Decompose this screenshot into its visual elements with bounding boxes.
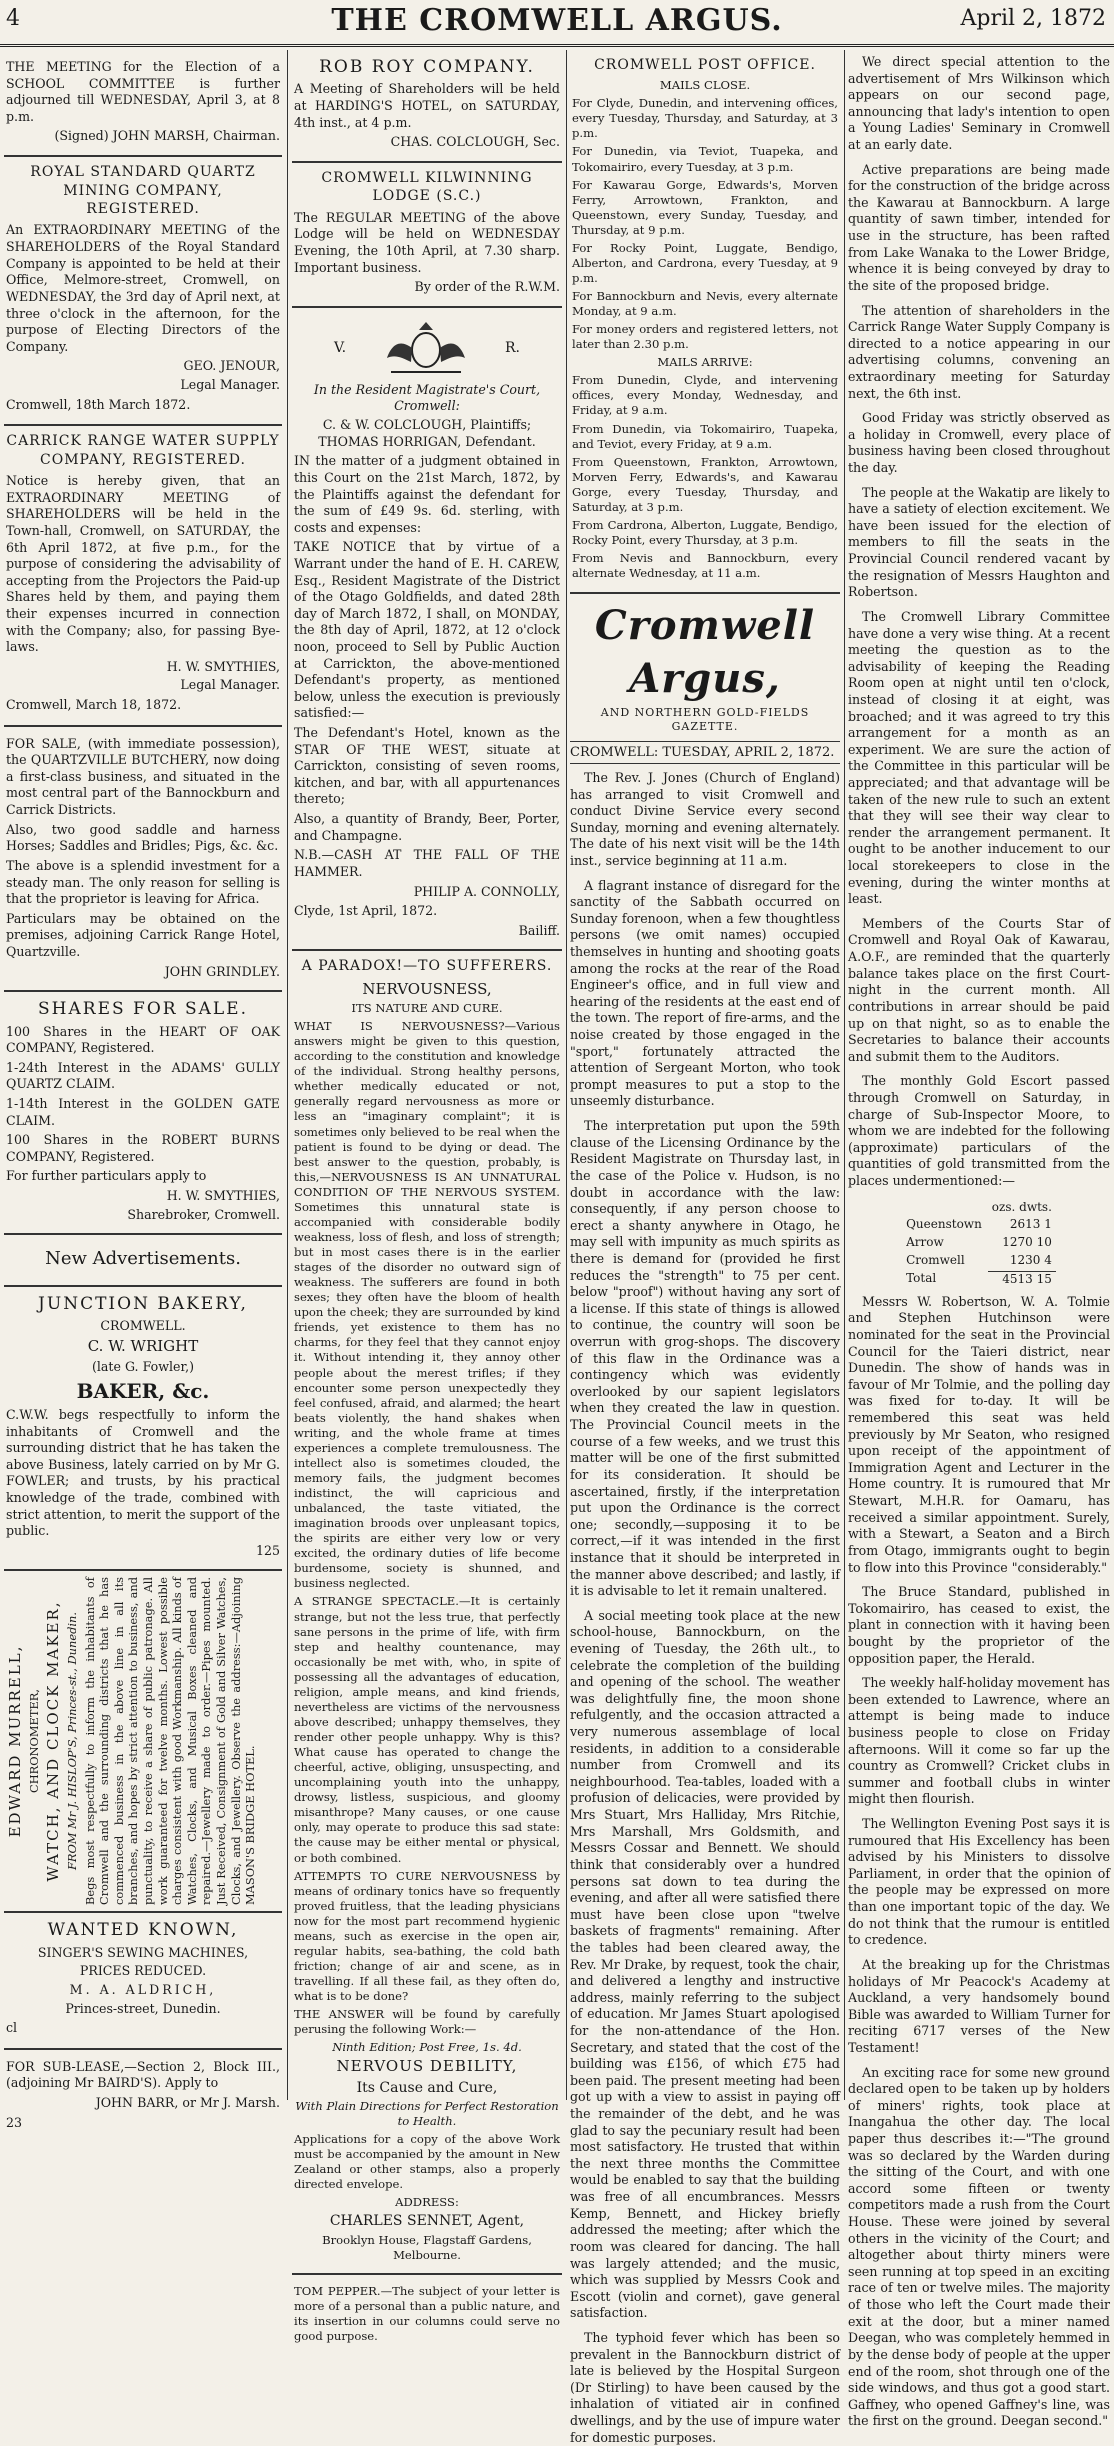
news-item: The monthly Gold Escort passed through Cromwell on Saturday, in charge of Sub-Inspector Moore, to whom we are indebted for the following (approximate) particulars of the quantities of gold transmitted from the places undermentioned:— bbox=[848, 1073, 1110, 1188]
mails-arrive-heading: MAILS ARRIVE: bbox=[657, 355, 753, 370]
notice-signature-role: Sharebroker, Cromwell. bbox=[127, 1206, 280, 1222]
ad-address: Brooklyn House, Flagstaff Gardens, Melbourne. bbox=[322, 2232, 532, 2262]
editor-note: TOM PEPPER.—The subject of your letter is more of a personal than a public nature, and its insertion in our columns could serve no good purpose. bbox=[294, 2283, 560, 2343]
singer-machines-ad bbox=[4, 1913, 282, 2049]
butchery-for-sale bbox=[4, 727, 282, 993]
ad-para: WHAT IS NERVOUSNESS?—Various answers might be given to this question, according to the constitution and knowledge of the individual. Strong healthy persons, whether medically educated or not, generally regard nervousness as more or less an "imaginary complaint"; it is sometimes only believed to be real when the patient is found to be dying or dead. The best answer to the question, probably, is this,—NERVOUSNESS IS AN UNNATURAL CONDITION OF THE NERVOUS SYSTEM. Sometimes this unnatural state is accompanied with considerable bodily weakness, loss of flesh, and loss of strength; but in most cases there is in the earlier stages of the disorder no outward sign of weakness. The sufferers are found in both sexes; they often have the bloom of health upon the cheek; they are surrounded by kind friends, yet existence to them has no charms, for they feel that they cannot enjoy it. Without intending it, they annoy other people about the merest trifles; if they encounter some person unexpectedly they feel confused, afraid, and alarmed; the heart beats violently, the hand shakes when writing, and the whole frame at times experiences a complete tremulousness. The intellect also is sometimes clouded, the memory fails, the judgment becomes indistinct, the will capricious and unbalanced, the taste vitiated, the imagination broods over unpleasant topics, the spirits are either very low or very excited, the ordinary duties of life become burdensome, society is shunned, and business neglected. bbox=[294, 1019, 560, 1591]
royal-cipher-r: R. bbox=[505, 339, 521, 356]
mail-line: For Dunedin, via Teviot, Tuapeka, and Tokomairiro, every Tuesday, at 3 p.m. bbox=[572, 144, 838, 174]
shares-for-sale bbox=[4, 992, 282, 1235]
column-1 bbox=[4, 50, 282, 2130]
notice-para: Also, two good saddle and harness Horses; Saddles and Bridles; Pigs, &c. &c. bbox=[6, 821, 280, 854]
notice-date: Cromwell, March 18, 1872. bbox=[6, 697, 182, 713]
newspaper-title: THE CROMWELL ARGUS. bbox=[331, 3, 783, 38]
notice-heading: CROMWELL KILWINNING LODGE (S.C.) bbox=[321, 169, 533, 205]
ad-place: CROMWELL. bbox=[100, 1318, 186, 1334]
issue-date: April 2, 1872 bbox=[960, 6, 1106, 31]
court-title: In the Resident Magistrate's Court, Cromwell: bbox=[313, 381, 541, 414]
table-total-label: Total bbox=[906, 1271, 937, 1286]
notice-para: TAKE NOTICE that by virtue of a Warrant under the hand of E. H. CAREW, Esq., Resident Magistrate of the District of the Otago Goldfields, and dated 28th day of March 1872, I shall, on MONDAY, the 8th day of April, 1872, at 12 o'clock noon, proceed to Sell by Public Auction at Carrickton, the above-mentioned Defendant's property, as mentioned below, unless the execution is previously satisfied:— bbox=[294, 539, 560, 721]
ad-body: FOR SUB-LEASE,—Section 2, Block III., (adjoining Mr BAIRD'S). Apply to bbox=[6, 2058, 280, 2091]
notice-signature-role: Bailiff. bbox=[518, 922, 560, 938]
royal-crest-icon bbox=[381, 318, 471, 378]
news-item: The Wellington Evening Post says it is rumoured that His Excellency has been advised by his Ministers to dissolve Parliament, in order that the opinion of the people may be expressed on more than one important topic of the day. We do not think that the rumour is entitled to credence. bbox=[848, 1816, 1110, 1948]
notice-para: IN the matter of a judgment obtained in this Court on the 21st March, 1872, by the Plaintiffs against the defendant for the sum of £49 9s. 6d. sterling, with costs and expenses: bbox=[294, 453, 560, 535]
share-item: 100 Shares in the ROBERT BURNS COMPANY, Registered. bbox=[6, 1132, 280, 1164]
share-item: 1-24th Interest in the ADAMS' GULLY QUARTZ CLAIM. bbox=[6, 1059, 280, 1092]
royal-cipher-v: V. bbox=[333, 339, 347, 356]
rob-roy-notice bbox=[292, 50, 562, 163]
banner-name: Cromwell Argus, bbox=[594, 602, 816, 702]
news-item: An exciting race for some new ground declared open to be taken up by holders of miners' rights, took place at Inangahua the other day. The local paper thus describes it:—"The ground was so declared by the Warden during the sitting of the Court, and with one accord some fifteen or twenty competitors made a rush from the Court House. These were joined by several others in the vicinity of the Court; and altogether about thirty miners were seen running at top speed in an exciting race of ten or twelve miles. The majority of those who left the Court made their exit at the door, but a miner named Deegan, who was completely hemmed in by the dense body of people at the upper end of the room, shot through one of the side windows, and thus got a good start. Gaffney, who opened Gaffney's line, was the first on the ground. Deegan second." bbox=[848, 2064, 1110, 2429]
royal-standard-notice bbox=[4, 157, 282, 426]
notice-signature-role: Legal Manager. bbox=[180, 677, 280, 693]
notice-body: Notice is hereby given, that an EXTRAORDINARY MEETING of SHAREHOLDERS will be held in the Town-hall, Cromwell, on SATURDAY, the 6th April 1872, at five p.m., for the purpose of considering the advisability of accepting from the Projectors the Paid-up Shares held by them, and paying them their expenses incurred in connection with the Company; also, for passing Bye-laws. bbox=[6, 473, 280, 655]
mail-line: For Rocky Point, Luggate, Bendigo, Alberton, and Cardrona, every Tuesday, at 9 p.m. bbox=[572, 240, 838, 285]
nervousness-ad bbox=[292, 951, 562, 2274]
table-cell: 1270 10 bbox=[1002, 1235, 1052, 1250]
editorial-banner bbox=[570, 594, 840, 737]
ad-para: ATTEMPTS TO CURE NERVOUSNESS by means of ordinary tonics have so frequently proved fruitless, that the leading physicians now for the most part recommend hygienic means, such as exercise in the open air, regular habits, sea-bathing, the cold bath friction; change of air and scene, as in travelling. If all these fail, as they often do, what is to be done? bbox=[294, 1868, 560, 2004]
table-cell: 2613 1 bbox=[1009, 1217, 1052, 1232]
kilwinning-lodge-notice bbox=[292, 163, 562, 308]
notice-heading: SHARES FOR SALE. bbox=[38, 999, 248, 1020]
notice-signature: H. W. SMYTHIES, bbox=[166, 1188, 280, 1204]
news-item: We direct special attention to the advertisement of Mrs Wilkinson which appears on our second page, announcing that lady's intention to open a Young Ladies' Seminary in Cromwell at an early date. bbox=[848, 54, 1110, 153]
carrick-range-notice bbox=[4, 426, 282, 726]
ad-body: C.W.W. begs respectfully to inform the inhabitants of Cromwell and the surrounding district that he has taken the above Business, lately carried on by Mr G. FOWLER; and trusts, by his practical knowledge of the trade, combined with strict attention, to merit the support of the public. bbox=[6, 1406, 280, 1539]
new-advertisements-heading-block bbox=[4, 1235, 282, 1287]
ad-book-subtitle: Its Cause and Cure, bbox=[356, 2079, 498, 2096]
ad-from: FROM Mr J. HISLOP'S, Princes-st., Dunedin. bbox=[64, 1612, 79, 1871]
court-sale-notice bbox=[292, 308, 562, 952]
ad-heading: WANTED KNOWN, bbox=[47, 1920, 239, 1941]
table-cell: Queenstown bbox=[906, 1217, 982, 1232]
notice-para: The Defendant's Hotel, known as the STAR OF THE WEST, situate at Carrickton, consisting of seven rooms, kitchen, and bar, with all appurtenances thereto; bbox=[294, 725, 560, 807]
notice-signature: CHAS. COLCLOUGH, Sec. bbox=[390, 134, 560, 150]
notice-heading: CARRICK RANGE WATER SUPPLY COMPANY, REGISTERED. bbox=[6, 433, 280, 468]
ad-number: cl bbox=[6, 2020, 18, 2036]
notice-para: N.B.—CASH AT THE FALL OF THE HAMMER. bbox=[294, 847, 560, 879]
ad-signature: JOHN BARR, or Mr J. Marsh. bbox=[95, 2095, 280, 2111]
news-item: Good Friday was strictly observed as a holiday in Cromwell, every place of business having been closed throughout the day. bbox=[848, 410, 1110, 476]
notice-para: The above is a splendid investment for a steady man. The only reason for selling is that the proprietor is leaving for Africa. bbox=[6, 857, 280, 907]
news-item: At the breaking up for the Christmas holidays of Mr Peacock's Academy at Auckland, a very handsomely bound Bible was awarded to William Turner for reciting 6717 verses of the New Testament! bbox=[848, 1956, 1110, 2055]
ad-heading-2: WATCH, AND CLOCK MAKER, bbox=[43, 1600, 62, 1882]
ad-line: PRICES REDUCED. bbox=[79, 1963, 207, 1979]
notice-signature: GEO. JENOUR, bbox=[183, 358, 280, 374]
editorial-dateline: CROMWELL: TUESDAY, APRIL 2, 1872. bbox=[570, 741, 840, 764]
table-row bbox=[902, 1217, 1056, 1233]
notice-signature: (Signed) JOHN MARSH, Chairman. bbox=[54, 128, 280, 144]
notice-heading: ROB ROY COMPANY. bbox=[319, 57, 535, 77]
table-row bbox=[902, 1271, 1056, 1288]
news-item: Messrs W. Robertson, W. A. Tolmie and Stephen Hutchinson were nominated for the seat in the Provincial Council for the Taieri district, near Dunedin. The show of hands was in favour of Mr Tolmie, and the polling day was fixed for to-day. It will be remembered this seat was held previously by Mr Seaton, who resigned upon receipt of the appointment of Immigration Agent and Lecturer in the Home country. It is rumoured that Mr Stewart, M.H.R. for Oamaru, has received a similar appointment. Surely, with a Stewart, a Seaton and a Birch from Otago, immigrants ought to begin to flow into this Province "considerably." bbox=[848, 1293, 1110, 1575]
table-cell: 1230 4 bbox=[1009, 1253, 1052, 1268]
ad-heading: EDWARD MURRELL, bbox=[6, 1644, 24, 1838]
gold-escort-table bbox=[900, 1198, 1058, 1290]
ad-book-tagline: With Plain Directions for Perfect Restoration to Health. bbox=[295, 2099, 559, 2129]
ad-line: SINGER'S SEWING MACHINES, bbox=[37, 1944, 249, 1960]
table-total: 4513 15 bbox=[988, 1271, 1056, 1288]
news-item: Active preparations are being made for the construction of the bridge across the Kawarau at Bannockburn. A large quantity of sawn timber, intended for use in the structure, has been rafted from Lake Wanaka to the Lower Bridge, whence it is being conveyed by dray to the site of the proposed bridge. bbox=[848, 161, 1110, 293]
mail-line: For money orders and registered letters, not later than 2.30 p.m. bbox=[572, 322, 838, 352]
notice-para: Particulars may be obtained on the premises, adjoining Carrick Range Hotel, Quartzville. bbox=[6, 910, 280, 959]
news-item: Members of the Courts Star of Cromwell and Royal Oak of Kawarau, A.O.F., are reminded that the quarterly balance takes place on the first Court-night in the current month. All contributions in arrear should be paid up on that night, so as to enable the Secretaries to balance their accounts and submit them to the Auditors. bbox=[848, 915, 1110, 1064]
column-rule bbox=[287, 50, 288, 2100]
news-item: The Rev. J. Jones (Church of England) has arranged to visit Cromwell and conduct Divine Service every second Sunday, morning and evening alternately. The date of his next visit will be the 14th inst., service beginning at 11 a.m. bbox=[570, 769, 840, 868]
ad-number: 125 bbox=[255, 1542, 280, 1558]
notice-body: A Meeting of Shareholders will be held at HARDING'S HOTEL, on SATURDAY, 4th inst., at 4 p.m. bbox=[294, 81, 560, 130]
junction-bakery-ad bbox=[4, 1287, 282, 1571]
table-header: ozs. dwts. bbox=[991, 1199, 1052, 1214]
notice-place: Clyde, 1st April, 1872. bbox=[294, 903, 438, 919]
banner-subtitle: AND NORTHERN GOLD-FIELDS GAZETTE. bbox=[600, 705, 810, 734]
notice-signature: JOHN GRINDLEY. bbox=[164, 963, 280, 979]
notice-signature: By order of the R.W.M. bbox=[414, 279, 560, 295]
ad-trade: BAKER, &c. bbox=[76, 1378, 210, 1403]
share-item: 100 Shares in the HEART OF OAK COMPANY, Registered. bbox=[6, 1023, 280, 1056]
notice-heading: ROYAL STANDARD QUARTZ MINING COMPANY, REGISTERED. bbox=[30, 164, 256, 217]
ad-address-heading: ADDRESS: bbox=[395, 2195, 459, 2210]
notice-para: For further particulars apply to bbox=[6, 1168, 207, 1184]
ad-heading: JUNCTION BAKERY, bbox=[38, 1294, 248, 1315]
ad-body: Begs most respectfully to inform the inhabitants of Cromwell and the surrounding districts that he has commenced business in the above line in all its branches, and hopes by strict attention to business, and punctuality, to receive a share of public patronage. All work guaranteed for twelve months. Lowest possible charges consistent with good Workmanship. All kinds of Watches, Clocks, and Musical Boxes cleaned and repaired.—Jewellery made to order.—Pipes mounted. Just Received, Consignment of Gold and Silver Watches, Clocks, and Jewellery. Observe the address:—Adjoining MASON'S BRIDGE HOTEL. bbox=[82, 1577, 258, 1906]
mail-line: From Dunedin, Clyde, and intervening offices, every Monday, Wednesday, and Friday, at 9 a.m. bbox=[572, 373, 838, 418]
ad-heading: A PARADOX!—TO SUFFERERS. bbox=[301, 958, 553, 975]
ad-para: A STRANGE SPECTACLE.—It is certainly strange, but not the less true, that perfectly sane persons in the prime of life, with firm step and healthy countenance, may occasionally be met with, who, in spite of possessing all the advantages of education, religion, ample means, and kind friends, nevertheless are victims of the nervousness above described; unhappy themselves, they render other people unhappy. Why is this? What cause has operated to change the cheerful, active, obliging, unsuspecting, and uncomplaining youth into the unhappy, drowsy, listless, suspicious, and gloomy misanthrope? Many causes, or one cause only, may operate to produce this sad state: the cause may be either mental or physical, or both combined. bbox=[294, 1594, 560, 1865]
notice-body: THE MEETING for the Election of a SCHOOL COMMITTEE is further adjourned till WEDNESDAY, April 3, at 8 p.m. bbox=[6, 59, 280, 124]
ad-late: (late G. Fowler,) bbox=[91, 1358, 195, 1374]
notice-date: Cromwell, 18th March 1872. bbox=[6, 396, 191, 412]
tom-pepper-note bbox=[292, 2275, 562, 2355]
ad-edition: Ninth Edition; Post Free, 1s. 4d. bbox=[332, 2040, 522, 2055]
mail-line: From Dunedin, via Tokomairiro, Tuapeka, and Teviot, every Friday, at 9 a.m. bbox=[572, 421, 838, 451]
news-item: A social meeting took place at the new school-house, Bannockburn, on the evening of Tuesday, the 26th ult., to celebrate the completion of the building and opening of the school. The weather was delightfully fine, the moon shone refulgently, and the occasion attracted a very numerous assemblage of local residents, in addition to a considerable number from Cromwell and its neighbourhood. Tea-tables, loaded with a profusion of delicacies, were provided by Mrs Stuart, Mrs Halliday, Mrs Ritchie, Mrs Marshall, Mrs Goldsmith, and Messrs Cossar and Bennett. We should think that considerably over a hundred persons sat down to tea during the evening, and after all were satisfied there must have been close upon "twelve baskets of fragments" remaining. After the tables had been cleared away, the Rev. Mr Drake, by request, took the chair, and delivered a lengthy and instructive address, mainly referring to the subject of education. Mr James Stuart apologised for the non-attendance of the Hon. Secretary, and stated that the cost of the building was £156, of which £75 had been paid. The present meeting had been got up with a view to assist in paying off the remainder of the debt, and he was glad to say the pecuniary result had been most satisfactory. He trusted that within the next three months the Committee would be enabled to say that the building was free of all encumbrances. Messrs Kemp, Bennett, and Hickey briefly addressed the meeting; after which the room was cleared for dancing. The hall was largely attended; and the music, which was supplied by Messrs Cook and Escott (violin and cornet), gave general satisfaction. bbox=[570, 1607, 840, 2321]
ad-name: M. A. ALDRICH, bbox=[69, 1982, 217, 1998]
share-item: 1-14th Interest in the GOLDEN GATE CLAIM. bbox=[6, 1096, 280, 1128]
table-row bbox=[902, 1200, 1056, 1216]
news-item: The people at the Wakatip are likely to have a satiety of election excitement. We have been issued for the election of members to fill the seats in the Provincial Council rendered vacant by the resignation of Messrs Haughton and Robertson. bbox=[848, 484, 1110, 600]
mails-close-heading: MAILS CLOSE. bbox=[659, 78, 751, 93]
ad-address: Princes-street, Dunedin. bbox=[65, 2000, 221, 2016]
ad-agent: CHARLES SENNET, Agent, bbox=[329, 2213, 525, 2230]
mail-line: From Queenstown, Frankton, Arrowtown, Morven Ferry, Edwards's, and Kawarau Gorge, every Tuesday, Thursday, and Saturday, at 3 p.m. bbox=[572, 454, 838, 514]
news-item: A flagrant instance of disregard for the sanctity of the Sabbath occurred on Sunday forenoon, when a few thoughtless persons (we omit names) occupied themselves in hunting and shooting goats among the rocks at the rear of the Road Engineer's office, and in full view and hearing of the residents at the east end of the town. The report of fire-arms, and the noise created by those engaged in the "sport," fortunately attracted the attention of Sergeant Morton, who took prompt measures to put a stop to the unseemly disturbance. bbox=[570, 877, 840, 1109]
notice-signature: PHILIP A. CONNOLLY, bbox=[413, 883, 560, 899]
news-item: The weekly half-holiday movement has been extended to Lawrence, where an attempt is being made to induce business people to close on Friday afternoons. Will it come so far up the country as Cromwell? Cricket clubs in summer and football clubs in winter might then flourish. bbox=[848, 1675, 1110, 1807]
news-item: The Bruce Standard, published in Tokomairiro, has ceased to exist, the plant in connection with it having been bought by the proprietor of the opposition paper, the Herald. bbox=[848, 1584, 1110, 1666]
post-office-schedule bbox=[570, 50, 840, 594]
news-item: The Cromwell Library Committee have done a very wise thing. At a recent meeting the question as to the advisability of keeping the Reading Room open at night until ten o'clock, instead of closing it at eight, was broached; and it was agreed to try this arrangement for a month as an experiment. We are sure the action of the Committee in this particular will be appreciated; and that advantage will be taken of the new rule to such an extent that they will see their way clear to render the arrangement permanent. It ought to be another inducement to our local storekeepers to close in the evening, during the winter months at least. bbox=[848, 608, 1110, 907]
column-3 bbox=[570, 50, 840, 2445]
table-cell: Cromwell bbox=[906, 1253, 965, 1268]
page-number: 4 bbox=[6, 6, 20, 31]
column-rule bbox=[566, 50, 567, 2100]
masthead bbox=[0, 0, 1114, 47]
ad-book-title: NERVOUS DEBILITY, bbox=[336, 2057, 518, 2076]
ad-number: 23 bbox=[6, 2114, 23, 2130]
table-cell: Arrow bbox=[906, 1235, 944, 1250]
table-row bbox=[902, 1253, 1056, 1269]
mail-line: For Clyde, Dunedin, and intervening offices, every Tuesday, Thursday, and Saturday, at 3 p.m. bbox=[572, 96, 838, 141]
ad-subheading-2: ITS NATURE AND CURE. bbox=[351, 1001, 503, 1016]
rotated-ad-content bbox=[4, 1571, 276, 1911]
notice-body: The REGULAR MEETING of the above Lodge will be held on WEDNESDAY Evening, the 10th April, at 7.30 sharp. Important business. bbox=[294, 209, 560, 275]
notice-signature: H. W. SMYTHIES, bbox=[166, 658, 280, 674]
ad-para: THE ANSWER will be found by carefully perusing the following Work:— bbox=[294, 2007, 560, 2037]
murrell-watchmaker-ad bbox=[4, 1571, 282, 1913]
notice-body: FOR SALE, (with immediate possession), the QUARTZVILLE BUTCHERY, now doing a first-class business, and situated in the most central part of the Bannockburn and Carrick Districts. bbox=[6, 735, 280, 818]
news-item: The interpretation put upon the 59th clause of the Licensing Ordinance by the Resident Magistrate on Thursday last, in the case of the Police v. Hudson, is no doubt in accordance with the law: consequently, if any person choose to erect a shanty anywhere in Otago, he may sell with impunity as much spirits as there is demand for (provided he first reduces the "strength" to 75 per cent. below "proof") without having any sort of a license. If this state of things is allowed to continue, the country will soon be overrun with grog-shops. The discovery of this flaw in the Ordinance was a contingency which was evidently overlooked by our sapient legislators when they created the law in question. The Provincial Council meets in the course of a few weeks, and we trust this matter will be one of the first submitted for its consideration. It should be ascertained, firstly, if the interpretation put upon the Ordinance is the correct one; secondly,—supposing it to be correct,—if it was intended in the first instance that it should be interpreted in the manner above described; and lastly, if it is advisable to let it remain unaltered. bbox=[570, 1118, 840, 1599]
sub-lease-ad bbox=[4, 2050, 282, 2142]
notice-signature-role: Legal Manager. bbox=[180, 376, 280, 392]
royal-arms bbox=[294, 318, 560, 378]
ad-proprietor: C. W. WRIGHT bbox=[87, 1337, 199, 1356]
notice-heading: CROMWELL POST OFFICE. bbox=[594, 57, 816, 73]
notice-para: Also, a quantity of Brandy, Beer, Porter, and Champagne. bbox=[294, 811, 560, 843]
ad-para: Applications for a copy of the above Work must be accompanied by the amount in New Zealand or other stamps, also a properly directed envelope. bbox=[294, 2132, 560, 2192]
notice-body: An EXTRAORDINARY MEETING of the SHAREHOLDERS of the Royal Standard Company is appointed to be held at their Office, Melmore-street, Cromwell, on WEDNESDAY, the 3rd day of April next, at three o'clock in the afternoon, for the purpose of Electing Directors of the Company. bbox=[6, 222, 280, 354]
mail-line: For Bannockburn and Nevis, every alternate Monday, at 9 a.m. bbox=[572, 289, 838, 319]
column-2 bbox=[292, 50, 562, 2343]
mail-line: From Cardrona, Alberton, Luggate, Bendigo, Rocky Point, every Thursday, at 3 p.m. bbox=[572, 517, 838, 547]
news-item: The attention of shareholders in the Carrick Range Water Supply Company is directed to a notice appearing in our advertising columns, convening an extraordinary meeting for Saturday next, the 6th inst. bbox=[848, 302, 1110, 401]
news-item: The typhoid fever which has been so prevalent in the Bannockburn district of late is believed by the Hospital Surgeon (Dr Stirling) to have been caused by the inhalation of vitiated air in confined dwellings, and by the use of impure water for domestic purposes. bbox=[570, 2329, 840, 2445]
ad-subheading: NERVOUSNESS, bbox=[362, 979, 492, 998]
school-committee-notice bbox=[4, 50, 282, 157]
column-rule bbox=[844, 50, 845, 2100]
mail-line: For Kawarau Gorge, Edwards's, Morven Ferry, Arrowtown, Frankton, and Queenstown, every Sunday, Tuesday, and Thursday, at 9 p.m. bbox=[572, 177, 838, 237]
mail-line: From Nevis and Bannockburn, every alternate Wednesday, at 11 a.m. bbox=[572, 551, 838, 581]
ad-subheading: CHRONOMETER, bbox=[27, 1689, 42, 1794]
column-4 bbox=[848, 50, 1110, 2429]
court-parties: C. & W. COLCLOUGH, Plaintiffs; THOMAS HORRIGAN, Defendant. bbox=[318, 417, 536, 449]
section-heading: New Advertisements. bbox=[45, 1248, 241, 1270]
table-row bbox=[902, 1235, 1056, 1251]
